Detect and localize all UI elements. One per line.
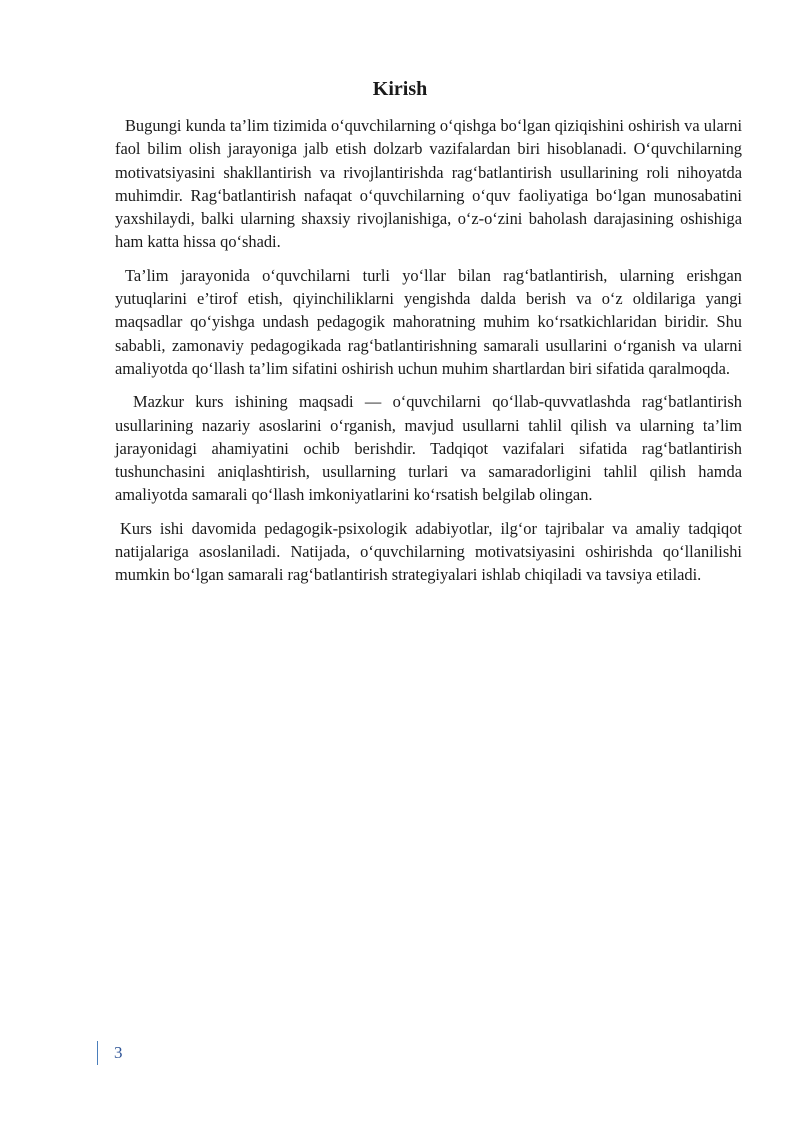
section-heading: Kirish (372, 78, 428, 100)
paragraph-1: Bugungi kunda ta’lim tizimida o‘quvchilarning o‘qishga bo‘lgan qiziqishini oshirish va ularni faol bilim olish jarayoniga jalb etish dolzarb vazifalardan biri hisoblanadi. O‘quvchilarning motivatsiyasini shakllantirish va rivojlantirishda rag‘batlantirish usullarining roli nihoyatda muhimdir. Rag‘batlantirish nafaqat o‘quvchilarning o‘quv faoliyatiga bo‘lgan munosabatini yaxshilaydi, balki ularning shaxsiy rivojlanishiga, o‘z-o‘zini baholash darajasining oshishiga ham katta hissa qo‘shadi. (115, 116, 742, 252)
paragraph-3: Mazkur kurs ishining maqsadi — o‘quvchilarni qo‘llab-quvvatlashda rag‘batlantirish usullarining nazariy asoslarini o‘rganish, mavjud usullarni tahlil qilish va ularning ta’lim jarayonidagi ahamiyatini ochib berishdir. Tadqiqot vazifalari sifatida rag‘batlantirish tushunchasini aniqlashtirish, usullarning turlari va samaradorligini tahlil qilish hamda amaliyotda samarali qo‘llash imkoniyatlarini ko‘rsatish belgilab olingan. (115, 392, 742, 505)
document-body (115, 114, 742, 597)
paragraph-2: Ta’lim jarayonida o‘quvchilarni turli yo‘llar bilan rag‘batlantirish, ularning erishgan yutuqlarini e’tirof etish, qiyinchiliklarni yengishda dalda berish va o‘z oldilariga yangi maqsadlar qo‘yishga undash pedagogik mahoratning muhim ko‘rsatkichlaridan biridir. Shu sababli, zamonaviy pedagogikada rag‘batlantirishning samarali usullarini o‘rganish va ularni amaliyotda qo‘llash ta’lim sifatini oshirish uchun muhim shartlardan biri sifatida qaralmoqda. (115, 265, 742, 378)
page-number: 3 (97, 1041, 123, 1065)
paragraph-4: Kurs ishi davomida pedagogik-psixologik adabiyotlar, ilg‘or tajribalar va amaliy tadqiqot natijalariga asoslaniladi. Natijada, o‘quvchilarning motivatsiyasini oshirishda qo‘llanilishi mumkin bo‘lgan samarali rag‘batlantirish strategiyalari ishlab chiqiladi va tavsiya etiladi. (115, 518, 742, 585)
